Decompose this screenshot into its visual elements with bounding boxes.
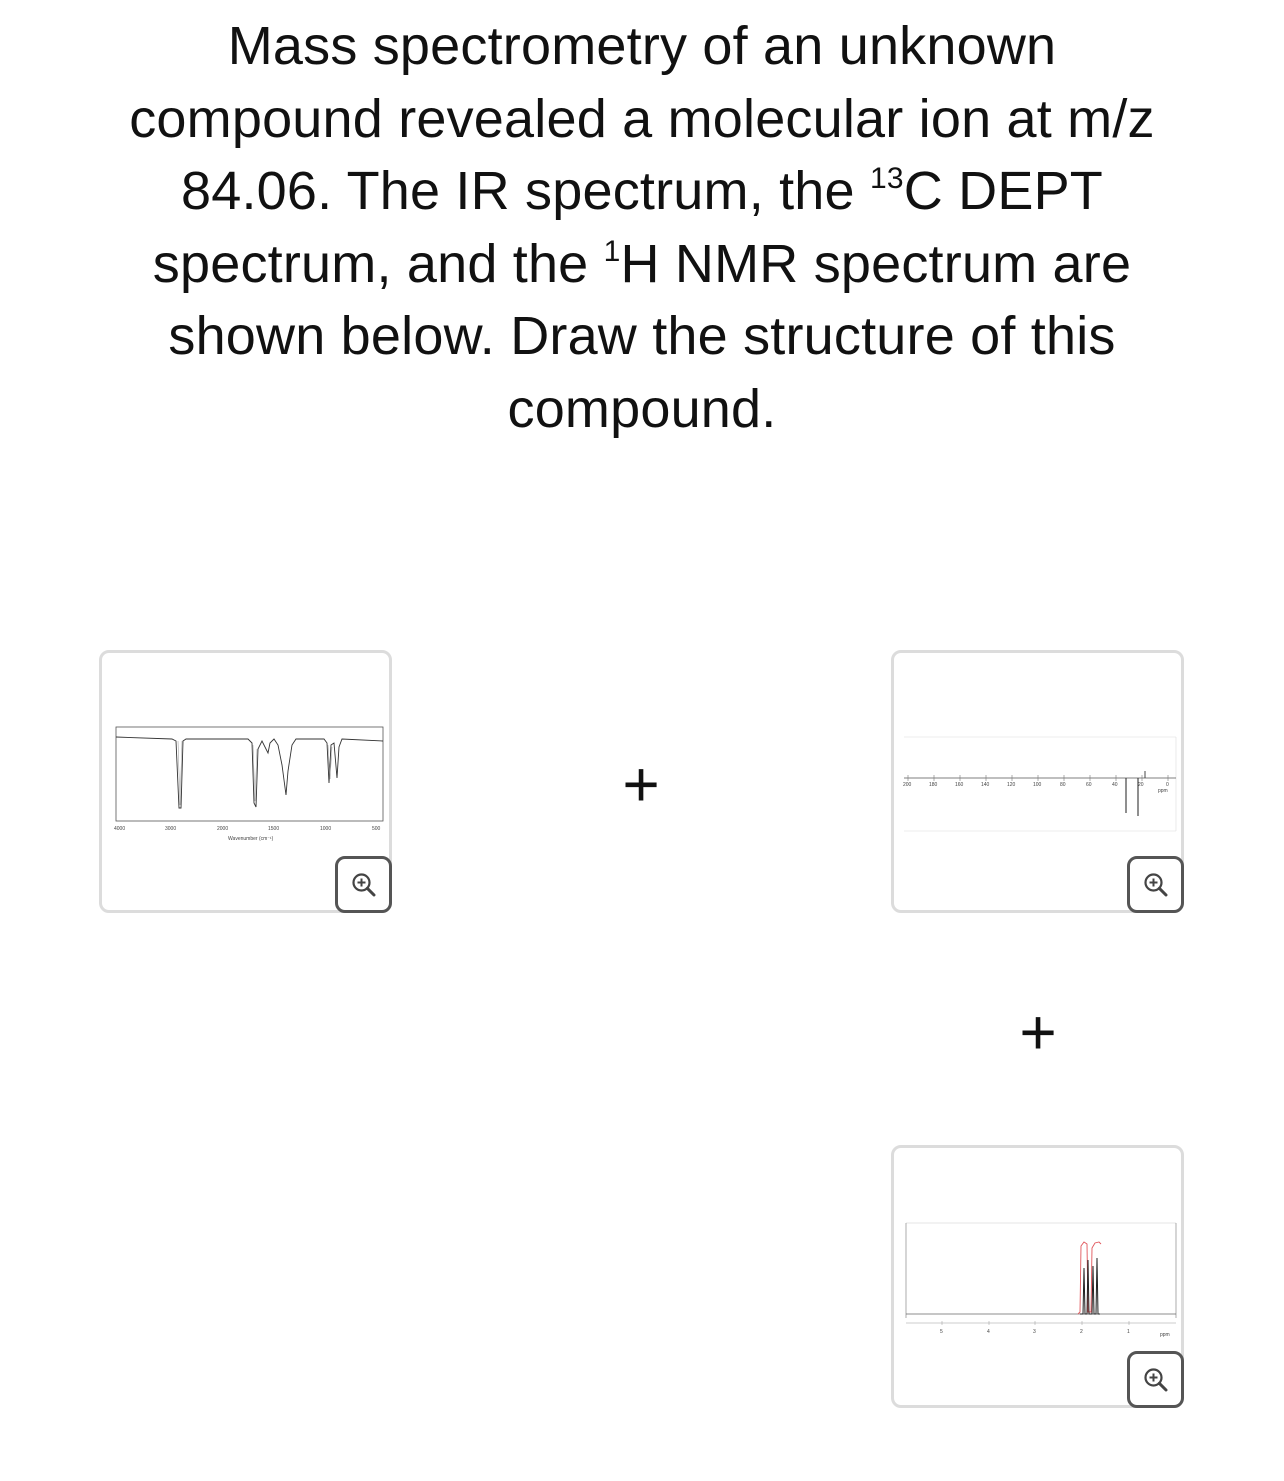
- question-line-6: compound.: [507, 378, 777, 439]
- ir-x-label: Wavenumber (cm⁻¹): [228, 836, 274, 842]
- c13-zoom-button[interactable]: [1127, 856, 1184, 913]
- ir-tick-0: 4000: [114, 826, 126, 832]
- superscript-13: 13: [869, 162, 904, 195]
- h1-tick-4: 4: [987, 1329, 990, 1335]
- ir-tick-5: 500: [372, 826, 381, 832]
- h1-tick-3: 3: [1033, 1329, 1036, 1335]
- c13-tick-180: 180: [929, 782, 938, 788]
- c13-x-ticks: [903, 782, 1169, 788]
- c13-tick-20: 20: [1138, 782, 1144, 788]
- h1-zoom-button[interactable]: [1127, 1351, 1184, 1408]
- plus-symbol-2: +: [1019, 996, 1057, 1068]
- question-line-3: [90, 155, 1194, 228]
- zoom-in-icon: [1142, 1366, 1170, 1394]
- h1-tick-2: 2: [1080, 1329, 1083, 1335]
- h1-tick-5: 5: [940, 1329, 943, 1335]
- h1-tick-1: 1: [1127, 1329, 1130, 1335]
- question-line-3-text-a: 84.06. The IR spectrum, the: [181, 161, 870, 221]
- c13-tick-160: 160: [955, 782, 964, 788]
- question-line-4-text-a: spectrum, and the: [152, 233, 604, 294]
- plus-symbol-1: +: [622, 748, 660, 820]
- question-line-1: Mass spectrometry of an unknown: [227, 16, 1057, 76]
- c13-tick-140: 140: [981, 782, 990, 788]
- ir-tick-2: 2000: [217, 826, 229, 832]
- ir-tick-1: 3000: [165, 826, 177, 832]
- question-line-4-text-b: H NMR spectrum are: [620, 233, 1132, 294]
- question-line-4: [90, 228, 1194, 301]
- c13-tick-40: 40: [1112, 782, 1118, 788]
- h1-ppm-label: ppm: [1160, 1332, 1170, 1338]
- h1-peak-trace: [1080, 1258, 1100, 1314]
- c13-tick-60: 60: [1086, 782, 1092, 788]
- h1-x-ticks: [940, 1329, 1130, 1335]
- c13-dept-spectrum-card[interactable]: [891, 650, 1184, 913]
- ir-tick-4: 1000: [320, 826, 332, 832]
- c13-tick-200: 200: [903, 782, 912, 788]
- h1-nmr-spectrum-card[interactable]: [891, 1145, 1184, 1408]
- question-line-5: shown below. Draw the structure of this: [168, 306, 1116, 366]
- ir-zoom-button[interactable]: [335, 856, 392, 913]
- question-line-2: compound revealed a molecular ion at m/z: [129, 88, 1155, 149]
- ir-spectrum-card[interactable]: [99, 650, 392, 913]
- zoom-in-icon: [350, 871, 378, 899]
- c13-tick-0: 0: [1166, 782, 1169, 788]
- ir-tick-3: 1500: [268, 826, 280, 832]
- zoom-in-icon: [1142, 871, 1170, 899]
- c13-tick-120: 120: [1007, 782, 1016, 788]
- ir-x-ticks: [114, 826, 381, 832]
- superscript-1: 1: [603, 234, 621, 268]
- question-text: [90, 10, 1194, 445]
- c13-tick-100: 100: [1033, 782, 1042, 788]
- c13-ppm-label: ppm: [1158, 788, 1168, 794]
- question-line-3-text-b: C DEPT: [903, 161, 1103, 221]
- c13-tick-80: 80: [1060, 782, 1066, 788]
